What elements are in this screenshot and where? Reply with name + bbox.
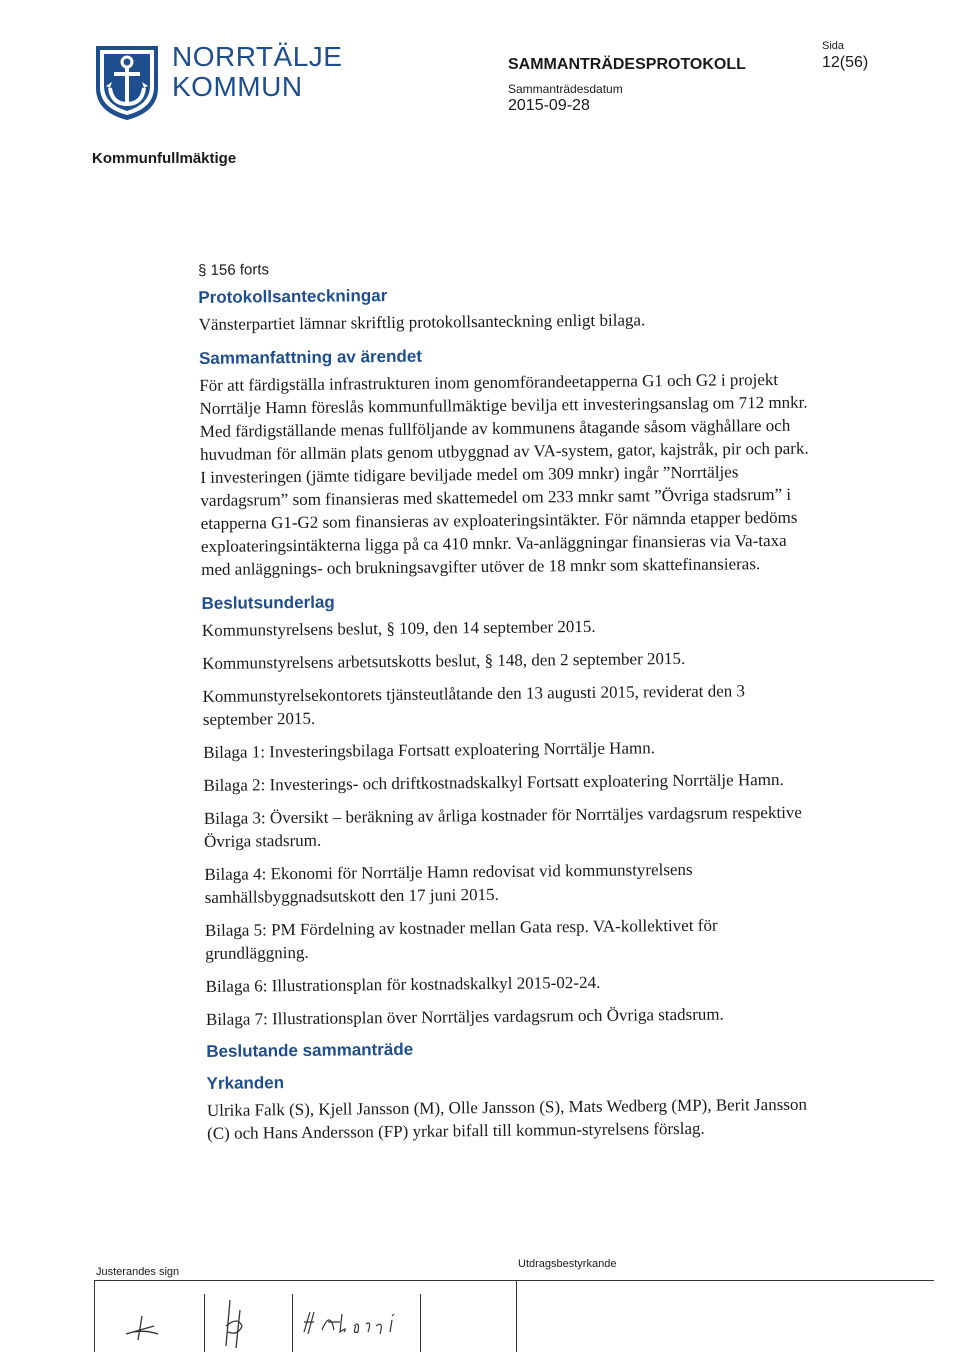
motions-heading: Yrkanden	[206, 1073, 285, 1093]
page-label: Sida	[822, 40, 845, 52]
basis-item: Bilaga 1: Investeringsbilaga Fortsatt exploatering Norrtälje Hamn.	[203, 738, 656, 762]
basis-item: Bilaga 4: Ekonomi för Norrtälje Hamn redovisat vid kommunstyrelsens samhällsbyggnadsutskott den 17 juni 2015.	[204, 859, 693, 907]
signature-2	[218, 1296, 258, 1352]
summary-heading: Sammanfattning av ärendet	[198, 346, 423, 368]
decision-basis-list	[202, 613, 816, 1031]
protocol-notes-heading: Protokollsanteckningar	[198, 286, 388, 307]
signature-separator	[420, 1294, 421, 1352]
org-name-line2: KOMMUN	[172, 71, 303, 102]
section-reference: § 156 forts	[198, 261, 270, 279]
basis-item: Bilaga 2: Investerings- och driftkostnadskalkyl Fortsatt exploatering Norrtälje Hamn.	[203, 769, 784, 795]
signature-separator	[292, 1294, 293, 1352]
signature-footer	[94, 1258, 934, 1356]
footer-left-border	[94, 1280, 95, 1352]
summary-text: För att färdigställa infrastrukturen inom genomförandeetapperna G1 och G2 i projekt Norrtälje Hamn föreslås kommunfullmäktige bevilja ett investeringsanslag om 712 mnkr. Med färdigställande menas fullföljande av kommunens åtagande såsom väghållare och huvudman för allmän plats genom utbyggnad av VA-system, gator, kajstråk, pir och park. I investeringen (jämte tidigare beviljade medel om 309 mnkr) ingår ”Norrtäljes vardagsrum” som finansieras med skattemedel om 233 mnkr samt ”Övriga stadsrum” i etapperna G1-G2 som finansieras av exploateringsintäkter. För nämnda etapper bedöms exploateringsintäkterna ligga på ca 410 mnkr. Va-anläggningar finansieras via Va-taxa med anläggnings- och brukningsavgifter utöver de 18 mnkr som skattefinansieras.	[199, 369, 809, 579]
basis-item: Kommunstyrelsens arbetsutskotts beslut, § 148, den 2 september 2015.	[202, 648, 686, 673]
basis-item: Kommunstyrelsekontorets tjänsteutlåtande den 13 augusti 2015, reviderat den 3 september 2015.	[202, 681, 746, 729]
motions-text: Ulrika Falk (S), Kjell Jansson (M), Olle Jansson (S), Mats Wedberg (MP), Berit Jansson (C) och Hans Andersson (FP) yrkar bifall till kommun-styrelsens förslag.	[206, 1094, 807, 1143]
basis-item: Bilaga 7: Illustrationsplan över Norrtäljes vardagsrum och Övriga stadsrum.	[205, 1004, 724, 1029]
basis-item: Bilaga 5: PM Fördelning av kostnader mellan Gata resp. VA-kollektivet för grundläggning.	[204, 915, 718, 963]
decision-meeting-heading: Beslutande sammanträde	[206, 1039, 414, 1061]
anchor-crest-icon	[92, 42, 162, 122]
decision-basis-heading: Beslutsunderlag	[201, 592, 335, 613]
org-name-line1: NORRTÄLJE	[172, 41, 343, 72]
page-number: 12(56)	[822, 54, 869, 71]
sign-label: Justerandes sign	[96, 1266, 180, 1278]
protocol-notes-text: Vänsterpartiet lämnar skriftlig protokollsanteckning enligt bilaga.	[198, 310, 646, 334]
signature-separator	[204, 1294, 205, 1352]
document-type: SAMMANTRÄDESPROTOKOLL	[508, 56, 746, 73]
excerpt-label: Utdragsbestyrkande	[518, 1258, 617, 1270]
date-label: Sammanträdesdatum	[508, 82, 623, 96]
signature-3	[300, 1306, 410, 1340]
basis-item: Bilaga 3: Översikt – beräkning av årliga kostnader för Norrtäljes vardagsrum respektive Övriga stadsrum.	[203, 802, 803, 851]
date-value: 2015-09-28	[508, 97, 590, 114]
main-content	[198, 256, 817, 1157]
org-name	[172, 42, 342, 102]
basis-item: Bilaga 6: Illustrationsplan för kostnadskalkyl 2015-02-24.	[205, 972, 601, 996]
basis-item: Kommunstyrelsens beslut, § 109, den 14 september 2015.	[201, 616, 596, 640]
footer-divider	[94, 1280, 934, 1281]
excerpt-border	[516, 1280, 517, 1352]
signature-1	[124, 1312, 164, 1342]
body-name: Kommunfullmäktige	[92, 150, 237, 167]
